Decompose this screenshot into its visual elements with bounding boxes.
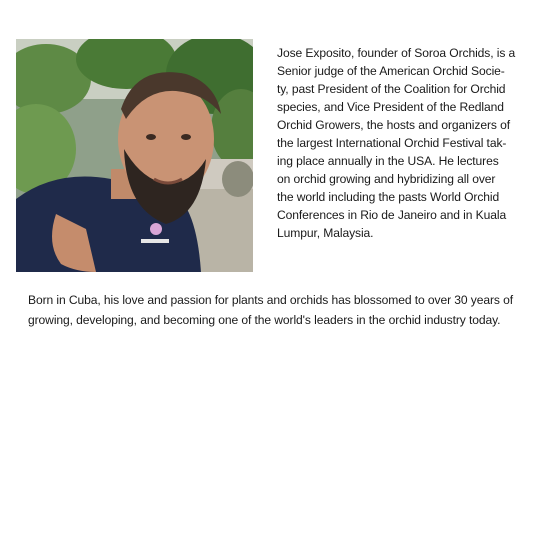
portrait-illustration — [16, 39, 253, 272]
bio-line: the world including the pasts World Orchid — [277, 190, 500, 204]
bio-paragraph-1 — [277, 44, 539, 242]
bio-line: Lumpur, Malaysia. — [277, 226, 374, 240]
bio-line: Jose Exposito, founder of Soroa Orchids, is a — [277, 46, 516, 60]
bio-line: Senior judge of the American Orchid Socie- — [277, 64, 505, 78]
bio-line: growing, developing, and becoming one of the world's leaders in the orchid industry today. — [28, 313, 501, 327]
bio-line: ing place annually in the USA. He lectures — [277, 154, 499, 168]
bio-line: Orchid Growers, the hosts and organizers of — [277, 118, 510, 132]
bio-line: on orchid growing and hybridizing all over — [277, 172, 496, 186]
bio-line: ty, past President of the Coalition for Orchid — [277, 82, 506, 96]
bio-line: Born in Cuba, his love and passion for plants and orchids has blossomed to over 30 years of — [28, 293, 514, 307]
bio-line: Conferences in Rio de Janeiro and in Kuala — [277, 208, 507, 222]
portrait-photo — [16, 39, 253, 272]
bio-line: species, and Vice President of the Redland — [277, 100, 504, 114]
bio-paragraph-2 — [28, 290, 528, 330]
bio-line: the largest International Orchid Festival tak- — [277, 136, 507, 150]
